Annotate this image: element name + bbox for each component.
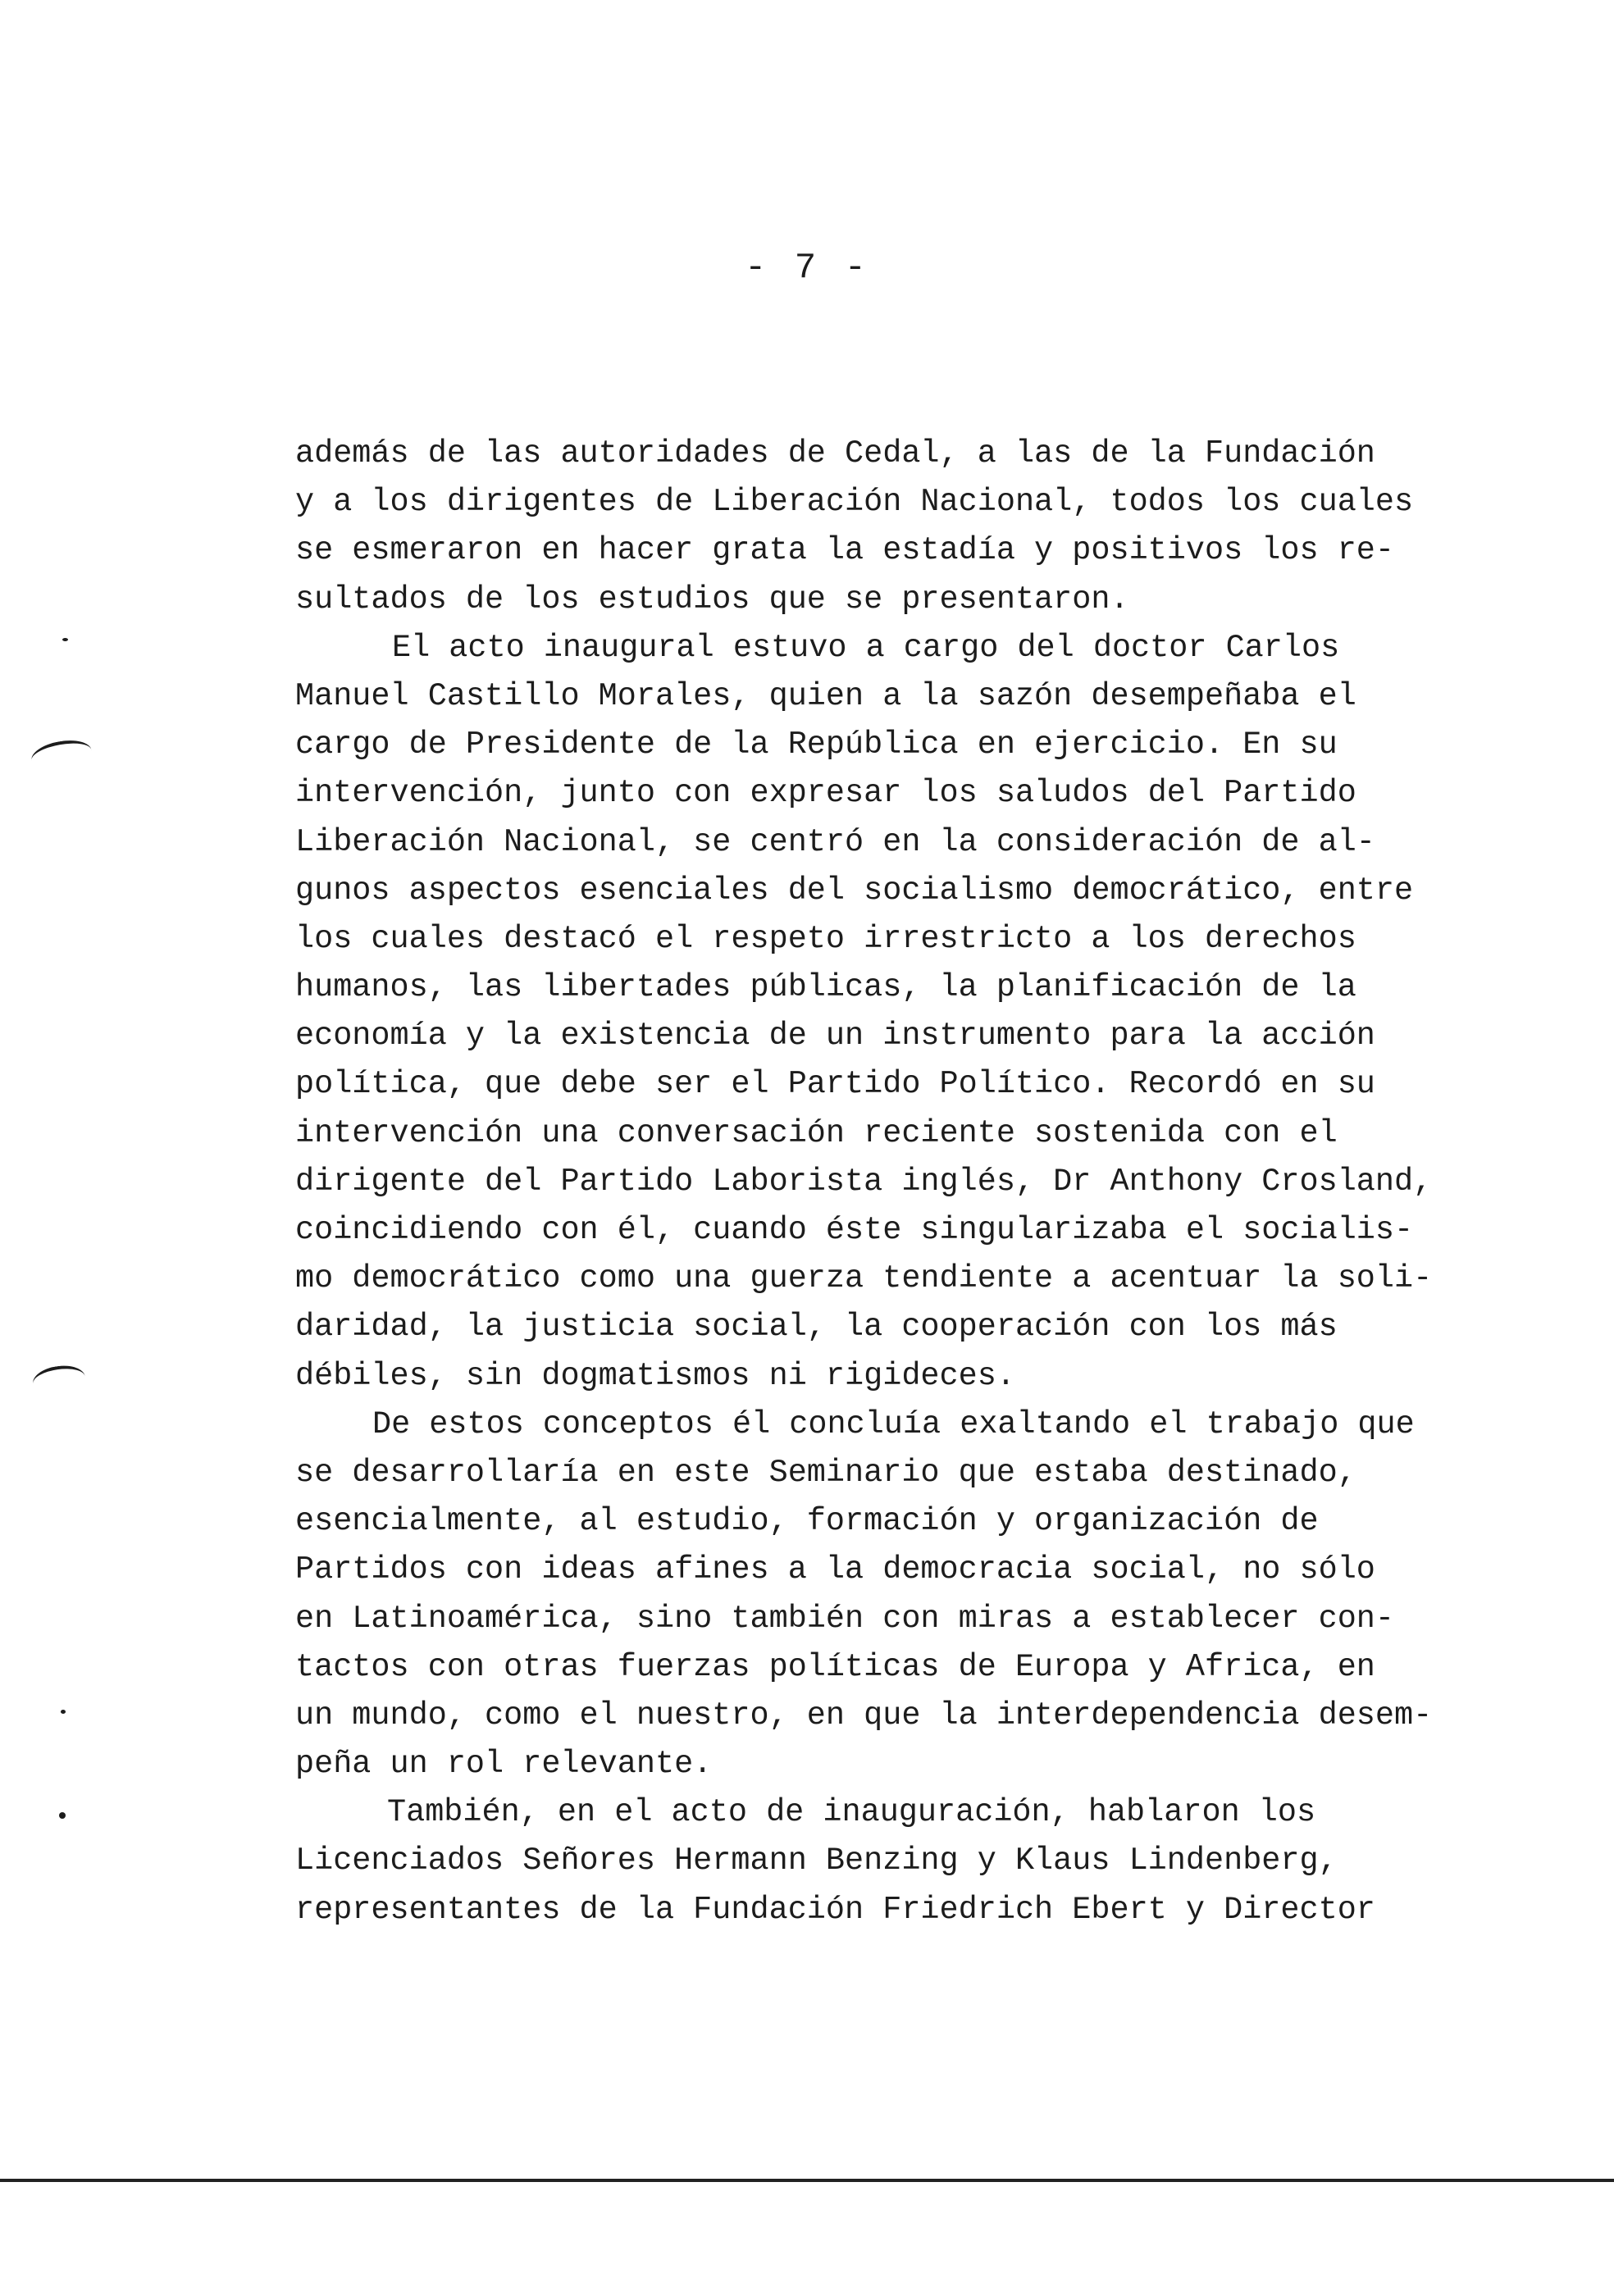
text-line: y a los dirigentes de Liberación Nacional, todos los cuales xyxy=(295,484,1414,521)
margin-dot xyxy=(59,1812,66,1819)
text-line: daridad, la justicia social, la cooperación con los más xyxy=(295,1309,1338,1346)
text-line: intervención una conversación reciente sostenida con el xyxy=(295,1114,1338,1151)
text-line: se desarrollaría en este Seminario que estaba destinado, xyxy=(295,1454,1356,1491)
text-line: los cuales destacó el respeto irrestricto a los derechos xyxy=(295,920,1356,957)
text-line: dirigente del Partido Laborista inglés, Dr Anthony Crosland, xyxy=(295,1163,1433,1200)
margin-dot xyxy=(62,638,68,641)
text-line: El acto inaugural estuvo a cargo del doctor Carlos xyxy=(392,629,1340,666)
page-number: - 7 - xyxy=(744,248,870,289)
text-line: mo democrático como una guerza tendiente a acentuar la soli- xyxy=(295,1260,1433,1297)
text-line: además de las autoridades de Cedal, a las de la Fundación xyxy=(295,435,1375,472)
text-line: Partidos con ideas afines a la democracia social, no sólo xyxy=(295,1551,1375,1588)
text-line: un mundo, como el nuestro, en que la interdependencia desem- xyxy=(295,1697,1433,1733)
text-line: política, que debe ser el Partido Político. Recordó en su xyxy=(295,1066,1375,1103)
text-line: Licenciados Señores Hermann Benzing y Klaus Lindenberg, xyxy=(295,1843,1338,1879)
text-line: También, en el acto de inauguración, hablaron los xyxy=(387,1794,1316,1831)
text-line: débiles, sin dogmatismos ni rigideces. xyxy=(295,1357,1015,1394)
text-line: peña un rol relevante. xyxy=(295,1746,713,1783)
text-line: intervención, junto con expresar los saludos del Partido xyxy=(295,775,1356,812)
text-line: cargo de Presidente de la República en ejercicio. En su xyxy=(295,727,1338,763)
margin-mark xyxy=(31,1363,87,1398)
footer-rule xyxy=(0,2179,1614,2182)
body-text xyxy=(295,430,1476,1934)
text-line: economía y la existencia de un instrumento para la acción xyxy=(295,1018,1375,1055)
text-line: tactos con otras fuerzas políticas de Europa y Africa, en xyxy=(295,1648,1375,1685)
text-line: se esmeraron en hacer grata la estadía y positivos los re- xyxy=(295,532,1395,569)
text-line: coincidiendo con él, cuando éste singularizaba el socialis- xyxy=(295,1212,1414,1248)
margin-dot xyxy=(61,1710,66,1714)
text-line: en Latinoamérica, sino también con miras a establecer con- xyxy=(295,1600,1395,1637)
text-line: representantes de la Fundación Friedrich Ebert y Director xyxy=(295,1891,1375,1928)
text-line: sultados de los estudios que se presentaron. xyxy=(295,581,1129,617)
text-line: Liberación Nacional, se centró en la consideración de al- xyxy=(295,823,1375,860)
text-line: Manuel Castillo Morales, quien a la sazón desempeñaba el xyxy=(295,677,1356,714)
margin-mark xyxy=(30,736,94,774)
text-line: gunos aspectos esenciales del socialismo democrático, entre xyxy=(295,872,1414,909)
text-line: De estos conceptos él concluía exaltando el trabajo que xyxy=(372,1405,1415,1442)
text-line: humanos, las libertades públicas, la planificación de la xyxy=(295,969,1356,1006)
text-line: esencialmente, al estudio, formación y organización de xyxy=(295,1503,1319,1540)
